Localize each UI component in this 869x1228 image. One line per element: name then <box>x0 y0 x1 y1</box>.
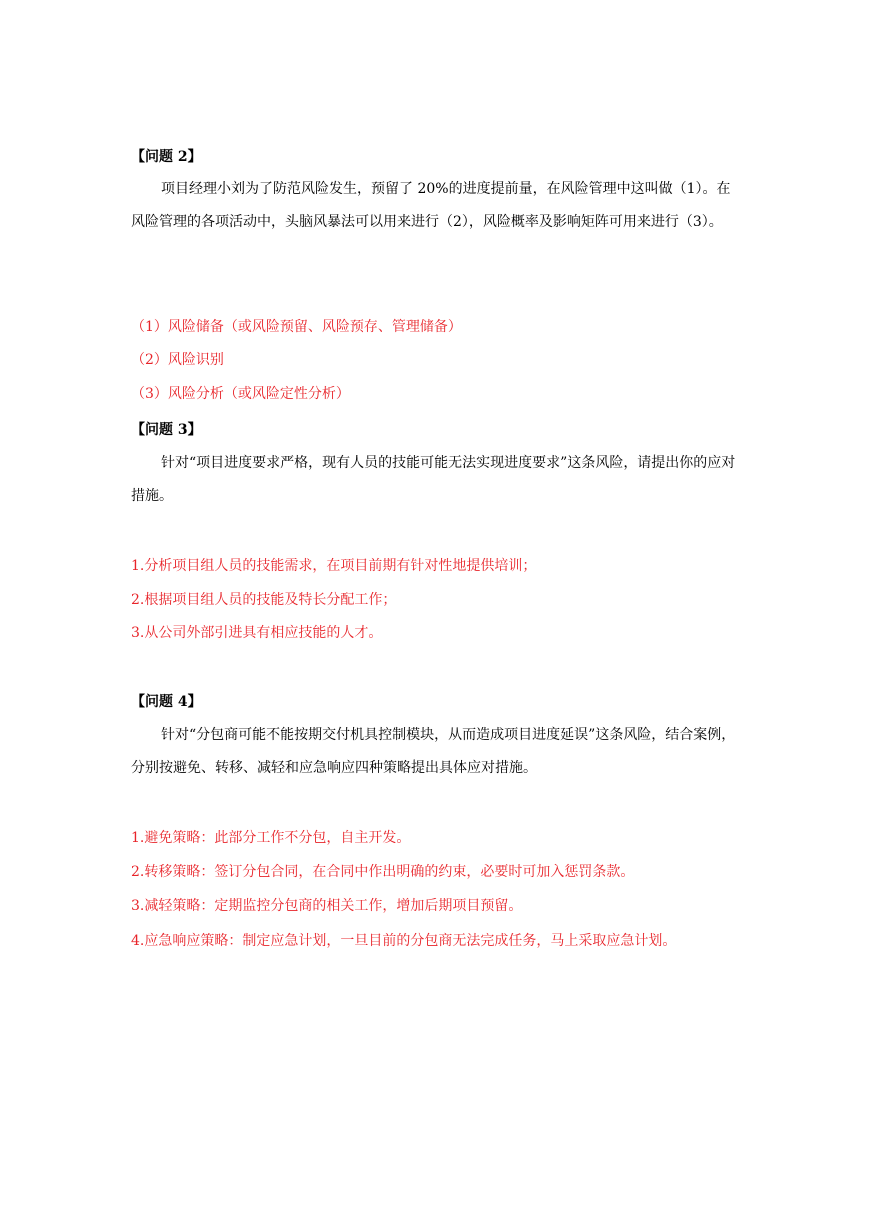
question-2-answer-2: （2）风险识别 <box>131 352 224 368</box>
question-4-text: 针对“分包商可能不能按期交付机具控制模块，从而造成项目进度延误”这条风险，结合案例，分别按避免、转移、减轻和应急响应四种策略提出具体应对措施。 <box>131 727 736 776</box>
question-4-answer-1: 1.避免策略：此部分工作不分包，自主开发。 <box>131 830 411 846</box>
question-4-heading: 【问题 4】 <box>131 694 202 710</box>
question-2-heading: 【问题 2】 <box>131 149 202 165</box>
question-3-heading: 【问题 3】 <box>131 422 202 438</box>
question-2-answer-3: （3）风险分析（或风险定性分析） <box>131 386 350 402</box>
question-4-answer-2: 2.转移策略：签订分包合同，在合同中作出明确的约束，必要时可加入惩罚条款。 <box>131 864 635 880</box>
question-3-answer-3: 3.从公司外部引进具有相应技能的人才。 <box>131 625 383 641</box>
question-2-text: 项目经理小刘为了防范风险发生，预留了 20%的进度提前量，在风险管理中这叫做（1）。在风险管理的各项活动中，头脑风暴法可以用来进行（2），风险概率及影响矩阵可用来进行（3）。 <box>131 181 731 230</box>
question-2-answer-1: （1）风险储备（或风险预留、风险预存、管理储备） <box>131 319 462 335</box>
question-4-answer-3: 3.减轻策略：定期监控分包商的相关工作，增加后期项目预留。 <box>131 898 523 914</box>
question-3-answer-1: 1.分析项目组人员的技能需求，在项目前期有针对性地提供培训； <box>131 558 537 574</box>
question-3-text: 针对“项目进度要求严格，现有人员的技能可能无法实现进度要求”这条风险，请提出你的应对措施。 <box>131 455 736 504</box>
question-4-answer-4: 4.应急响应策略：制定应急计划，一旦目前的分包商无法完成任务，马上采取应急计划。 <box>131 933 677 949</box>
question-3-answer-2: 2.根据项目组人员的技能及特长分配工作； <box>131 592 397 608</box>
